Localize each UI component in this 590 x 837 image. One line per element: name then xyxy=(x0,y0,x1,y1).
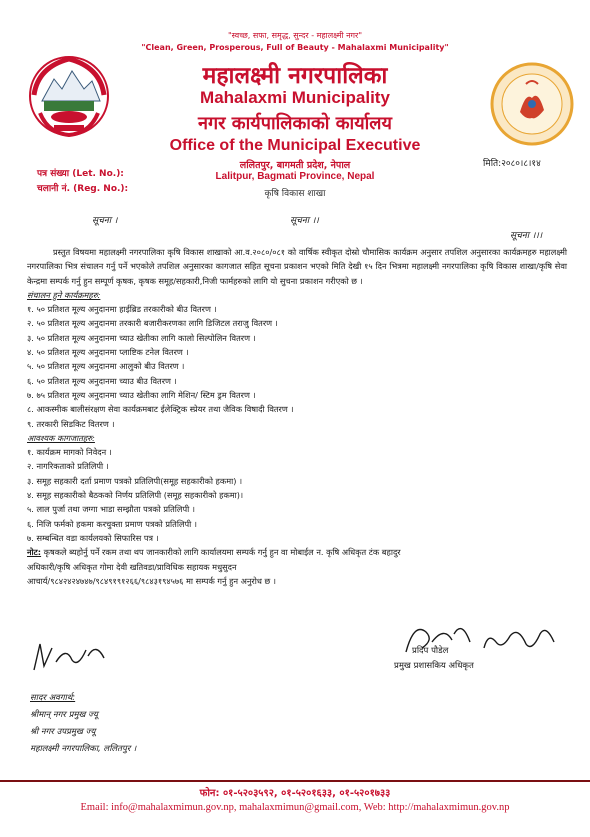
document-item: १. कार्यक्रम मागको निवेदन । xyxy=(27,447,112,458)
footer-divider xyxy=(0,780,590,782)
documents-heading: आवश्यक कागजातहरु: xyxy=(27,432,95,443)
municipality-name-english: Mahalaxmi Municipality xyxy=(200,88,390,107)
program-item: २. ५० प्रतिशत मूल्य अनुदानमा तरकारी बजारीकरणका लागि डिजिटल तराजु वितरण । xyxy=(27,318,278,329)
cc-block xyxy=(30,690,136,758)
signature-scribble xyxy=(400,612,560,667)
cc-heading: सादर अवगार्थ: xyxy=(30,693,76,703)
document-item: ४. समूह सहकारीको बैठकको निर्णय प्रतिलिपी (समूह सहकारीको हकमा)। xyxy=(27,490,244,501)
note-line-3: आचार्य/९८४२४२४७४७/९८४९१९१२६६/९८४३१९४५७६ मा सम्पर्क गर्नु हुन अनुरोध छ । xyxy=(27,575,276,586)
date: मिति:२०८०।८।१४ xyxy=(483,159,541,169)
slogan-nepali: "स्वच्छ, सफा, समृद्ध, सुन्दर - महालक्ष्मी नगर" xyxy=(227,31,363,40)
program-item: ७. ७५ प्रतिशत मूल्य अनुदानमा च्याउ खेतीका लागि मेशिन/ स्टिम ड्रम वितरण । xyxy=(27,389,256,400)
office-name-english: Office of the Municipal Executive xyxy=(169,137,421,154)
program-item: ९. तरकारी सिडकिट वितरण । xyxy=(27,418,115,429)
notice-word-1: सूचना । xyxy=(92,216,118,226)
program-item: ५. ५० प्रतिशत मूल्य अनुदानमा आलुको बीउ वितरण । xyxy=(27,361,185,372)
documents-list xyxy=(27,445,567,545)
programs-list xyxy=(27,302,567,431)
document-item: २. नागरिकताको प्रतिलिपी । xyxy=(27,461,109,472)
document-item: ७. सम्बन्धित वडा कार्यलयको सिफारिस पत्र । xyxy=(27,532,159,543)
notice-word-3: सूचना ।।। xyxy=(510,231,543,241)
slogan-english: "Clean, Green, Prosperous, Full of Beauty - Mahalaxmi Municipality" xyxy=(141,43,449,52)
program-item: १. ५० प्रतिशत मूल्य अनुदानमा हाईब्रिड तरकारीको बीउ वितरण । xyxy=(27,304,217,315)
footer-phone: फोन: ०१-५२०३५९२, ०१-५२०१६३३, ०१-५२०१७३३ xyxy=(199,788,391,799)
note-line-2: अधिकारी/कृषि अधिकृत गोमा देवी खतिवडा/प्राविधिक सहायक मधुसुदन xyxy=(27,561,237,572)
footer-contact: Email: info@mahalaxmimun.gov.np, mahalaxmimun@gmail.com, Web: http://mahalaxmimun.gov.np xyxy=(80,802,510,813)
notice-body xyxy=(27,245,567,588)
program-item: ८. आकस्मीक बालीसंरक्षण सेवा कार्यक्रमबाट ईलेक्ट्रिक स्प्रेयर तथा जैविक विषादी वितरण । xyxy=(27,404,294,415)
document-item: ५. लाल पुर्जा तथा जग्गा भाडा सम्झौता पत्रको प्रतिलिपी । xyxy=(27,504,195,515)
program-item: ४. ५० प्रतिशत मूल्य अनुदानमा प्लाष्टिक टनेल वितरण । xyxy=(27,347,189,358)
document-item: ६. निजि फर्मको हकमा करचुक्ता प्रमाण पत्रको प्रतिलिपी । xyxy=(27,518,197,529)
programs-heading: संचालन हुने कार्यक्रमहरु: xyxy=(27,289,101,300)
cc-line: श्रीमान् नगर प्रमुख ज्यू xyxy=(30,710,98,720)
handwritten-initials-signature xyxy=(30,636,110,676)
signatory-title: प्रमुख प्रशासकिय अधिकृत xyxy=(394,661,474,671)
office-name-nepali: नगर कार्यपालिकाको कार्यालय xyxy=(198,113,392,134)
section-name: कृषि विकास शाखा xyxy=(264,189,326,199)
note-paragraph xyxy=(27,545,567,588)
letter-number-label: पत्र संख्या (Let. No.): xyxy=(37,169,124,179)
note-line-1: कृषकले ब्यहोर्नु पर्ने रकम तथा थप जानकारीको लागि कार्यालयमा सम्पर्क गर्नु हुन वा मोबाईल न. कृषि अधिकृत टंक बहादुर xyxy=(41,547,401,558)
signatory-name: प्रदिप पौडेल xyxy=(412,646,449,656)
registration-number-label: चलानी नं. (Reg. No.): xyxy=(37,184,129,194)
address-english: Lalitpur, Bagmati Province, Nepal xyxy=(215,171,375,182)
program-item: ३. ५० प्रतिशत मूल्य अनुदानमा च्याउ खेतीका लागि कालो सिल्पोलिन वितरण । xyxy=(27,332,256,343)
intro-paragraph: प्रस्तुत विषयमा महालक्ष्मी नगरपालिका कृषि विकास शाखाको आ.व.२०८०/०८१ को वार्षिक स्वीकृत दोस्रो चौमासिक कार्यक्रम अनुसार तपशिल अनुसारका कार्यक्रमहरु महालक्ष्मी नगरपालिका भित्र संचालन गर्नु पर्ने भएकोले तपशिल अनुसारका कागजात सहित सूचना प्रकाशन भएको मिति देखी १५ दिन भित्रमा महालक्ष्मी नगरपालिका कृषि विकास शाखा/कृषि सेवा केन्द्रमा सम्पर्क गर्नु हुन सम्पूर्ण कृषक, कृषक समूह/सहकारी,निजी फार्महरुको लागि यो सुचना प्रकाशन गरीएको छ । xyxy=(27,247,567,286)
cc-line: श्री नगर उपप्रमुख ज्यू xyxy=(30,727,96,737)
municipality-name-nepali: महालक्ष्मी नगरपालिका xyxy=(202,63,388,89)
notice-word-2: सूचना ।। xyxy=(290,216,319,226)
cc-line: महालक्ष्मी नगरपालिका, ललितपुर । xyxy=(30,744,137,754)
program-item: ६. ५० प्रतिशत मूल्य अनुदानमा च्याउ बीउ वितरण । xyxy=(27,375,177,386)
note-label: नोट: xyxy=(27,547,42,558)
document-item: ३. समूह सहकारी दर्ता प्रमाण पत्रको प्रतिलिपी(समूह सहकारीको हकमा) । xyxy=(27,475,243,486)
address-nepali: ललितपुर, बागमती प्रदेश, नेपाल xyxy=(239,160,351,171)
